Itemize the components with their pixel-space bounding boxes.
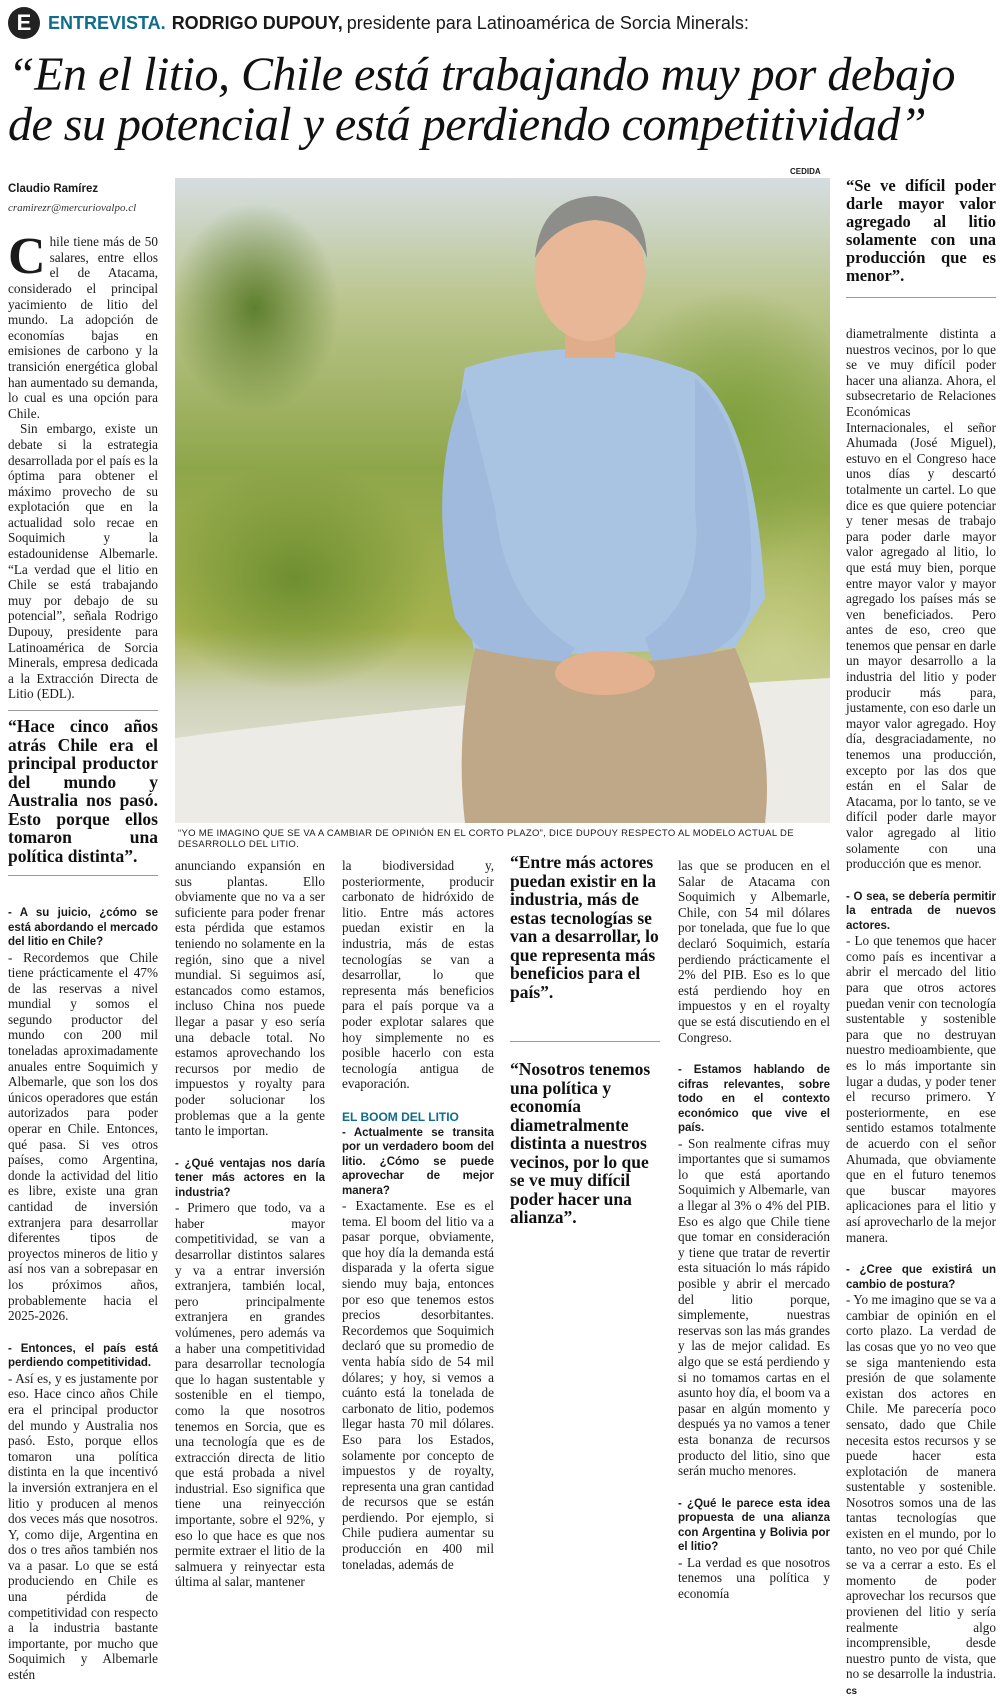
question: - Entonces, el país está perdiendo competitividad. [8,1342,158,1370]
answer: - Exactamente. Ese es el tema. El boom del litio va a pasar porque, obviamente, que hoy día la demanda está disparada y la oferta sigue siendo muy baja, entonces por eso que tenemos estos precios desorbitantes. Recordemos que Soquimich declaró que su promedio de venta había sido de 54 mil dólares; y hoy, si vemos a cuánto está la tonelada de carbonato de litio, podemos llegar hasta 70 mil dólares. Eso para los Estados, solamente por concepto de impuestos y de royalty, representa una gran cantidad de recursos que se están perdiendo. Por ejemplo, si Chile pudiera aumentar su producción en 400 mil toneladas, además de [342,1198,494,1572]
byline-email: cramirezr@mercuriovalpo.cl [8,201,137,214]
person-illustration [175,178,830,823]
question: - ¿Cree que existirá un cambio de postura? [846,1264,996,1291]
answer: - Son realmente cifras muy importantes que si sumamos lo que está aportando Soquimich y Albemarle, van a llegar al 3% o 4% del PIB. Eso es algo que Chile tiene que tomar en consideración y tiene que tratar de revertir esta situación lo más rápido posible y abrir el mercado del litio porque, simplemente, nuestras reservas son las más grandes y las de mejor calidad. Es algo que se está perdiendo y si no tomamos cartas en el asunto hoy día, el boom va a pasar en algún momento y después ya no vamos a tener esta bonanza de recursos producto del litio, sino que serán mucho menores. [678,1135,830,1479]
photo-caption: “YO ME IMAGINO QUE SE VA A CAMBIAR DE OPINIÓN EN EL CORTO PLAZO”, DICE DUPOUY RESPECTO AL MODELO ACTUAL DE DESARROLLO DEL LITIO. [178,828,794,850]
answer: la biodiversidad y, posteriormente, producir carbonato de hidróxido de litio. Entre más actores puedan existir en la industria, más de estas tecnologías se van a desarrollar, lo que representa más beneficios para el país porque va a poder explotar salares que hoy simplemente no es posible hacerlo con esta tecnología antigua de evaporación. [342,858,494,1092]
answer: diametralmente distinta a nuestros vecinos, por lo que se ve muy difícil poder hacer una alianza. Ahora, el subsecretario de Relaciones Económicas Internacionales, el señor Ahumada (José Miguel), estuvo en el Congreso hace unos días y descartó totalmente un cartel. Lo que dice es que quiere potenciar y tener mesas de trabajo para poder darle mayor valor agregado al litio, lo que está muy bien, porque entre mayor valor y mayor agregado los países más se ven beneficiados. Pero antes de eso, creo que tenemos que pensar en darle un mayor desarrollo a la industria del litio y poder producir más para, justamente, con eso darle un mayor valor agregado. Hoy día, desgraciadamente, no tenemos una producción, excepto por las dos que están en el Salar de Atacama, por lo tanto, se ve difícil poder darle mayor valor agregado al litio solamente con una producción que es menor. [846,326,996,872]
column-6 [846,177,996,1700]
drop-cap: C [8,228,46,286]
interviewee-photo [175,178,830,823]
column-4 [510,853,660,1227]
section-badge: E [8,7,40,39]
interviewee-name: RODRIGO DUPOUY, [171,12,343,33]
answer: - Recordemos que Chile tiene prácticamente el 47% de las reservas a nivel mundial y somos el segundo productor del mundo con 200 mil toneladas aproximadamente anuales entre Soquimich y Albemarle, que son los dos únicos operadores que están autorizados para poder operar en Chile. Entonces, qué pasa. Si ves otros países, como Argentina, donde la actividad del litio es libre, existe una gran cantidad de inversión extranjera para desarrollar diferentes tipos de proyectos mineros de litio y así nos van a sobrepasar en los próximos años, probablemente hacia el 2025-2026. [8,949,158,1324]
pull-quote: “Entre más actores puedan existir en la industria, más de estas tecnologías se van a desarrollar, lo que representa más beneficios para el país”. [510,852,659,1002]
section-label: ENTREVISTA. [48,12,166,33]
pull-quote: “Hace cinco años atrás Chile era el principal productor del mundo y Australia nos pasó. Esto porque ellos tomaron una política distinta”. [8,716,158,866]
column-3 [342,858,494,1572]
interviewee-role: presidente para Latinoamérica de Sorcia Minerals: [346,12,749,33]
subheading: EL BOOM DEL LITIO [342,1109,459,1124]
answer: - Así es, y es justamente por eso. Hace cinco años Chile era el principal productor del mundo y Australia nos pasó. Esto, porque ellos tomaron una política distinta en la que incentivó la inversión extranjera en el litio y producen al menos dos veces más que nosotros. Y, como dije, Argentina en dos o tres años también nos va a pasar. Lo que se está produciendo en Chile es una pérdida de competitividad con respecto a la industria bastante importante, por mucho que Soquimich y Albemarle estén [8,1370,158,1683]
answer: - La verdad es que nosotros tenemos una política y economía [678,1554,830,1601]
question: - O sea, se debería permitir la entrada de nuevos actores. [846,890,996,932]
question: - ¿Qué le parece esta idea propuesta de una alianza con Argentina y Bolivia por el litio? [678,1497,830,1554]
question: - Estamos hablando de cifras relevantes, sobre todo en el contexto económico que vive el país. [678,1064,830,1135]
answer: - Lo que tenemos que hacer como país es incentivar a abrir el mercado del litio para que otros actores puedan venir con tecnología sustentable y sostenible para que no destruyan nuestro medioambiente, que es lo más importante sin lugar a dudas, y poder tener el recurso primero. Y posteriormente, en ese sentido estamos totalmente de acuerdo con el señor Ahumada, que obviamente que en el futuro tenemos que buscar mayores aplicaciones para el litio y así aprovecharlo de la mejor manera. [846,933,996,1245]
column-2 [175,858,325,1590]
pull-quote: “Se ve difícil poder darle mayor valor agregado al litio solamente con una producción que es menor”. [846,176,996,285]
intro-paragraph: Chile tiene más de 50 salares, entre ellos el de Atacama, considerado el principal yacimiento de litio del mundo. La adopción de economías bajas en emisiones de carbono y la transición energética global han aumentado su demanda, lo cual es una opción para Chile. [8,228,158,421]
question: - ¿Qué ventajas nos daría tener más actores en la industria? [175,1157,325,1199]
byline-author: Claudio Ramírez [8,183,99,195]
answer: anunciando expansión en sus plantas. Ello obviamente que no va a ser suficiente para poder frenar esta pérdida que estamos teniendo no solamente en la región, sino que a nivel mundial. Si seguimos así, estancados como estamos, incluso China nos puede llegar a pasar y eso sería una debacle total. No estamos aprovechando los recursos por medio de impuestos y royalty para poder solucionar los problemas que a la gente tanto le importan. [175,858,325,1139]
pull-quote: “Nosotros tenemos una política y economía diametralmente distinta a nuestros vecinos, por lo que se ve muy difícil poder hacer una alianza”. [510,1059,651,1227]
answer: las que se producen en el Salar de Atacama con Soquimich y Albemarle, Chile, con 54 mil dólares por tonelada, que fue lo que declaró Soquimich, estaría perdiendo prácticamente el 2% del PIB. Eso es lo que está perdiendo hoy en impuestos y en el royalty que se está discutiendo en el Congreso. [678,858,830,1045]
question: - A su juicio, ¿cómo se está abordando el mercado del litio en Chile? [8,907,158,948]
answer: - Yo me imagino que se va a cambiar de opinión en el corto plazo. La verdad de las cosas que yo no veo que se siga manteniendo esta presión de que solamente existan dos actores en Chile. Me parecería poco sensato, dado que Chile necesita estos recursos y se puede hacer esta explotación de manera sustentable y sostenible. Nosotros somos una de las tantas tecnologías que existen en el mundo, por lo tanto, no veo por qué Chile se va a cerrar a esto. Es el momento de poder aprovechar los recursos que provienen del litio y sería realmente algo incomprensible, desde nuestro punto de vista, que no se desarrolle la industria. cs [846,1292,996,1697]
end-mark: cs [846,1686,858,1697]
section-header [8,6,993,40]
paragraph: Sin embargo, existe un debate si la estrategia desarrollada por el país es la óptima para obtener el máximo provecho de su explotación que en la actualidad solo recae en Soquimich y la estadounidense Albemarle. “La verdad que el litio en Chile se está trabajando muy por debajo de su potencial”, señala Rodrigo Dupouy, presidente para Latinoamérica de Sorcia Minerals, empresa dedicada a la Extracción Directa de Litio (EDL). [8,421,158,702]
column-1 [8,182,158,1683]
headline: “En el litio, Chile está trabajando muy por debajo de su potencial y está perdiendo competitividad” [8,48,955,151]
question: - Actualmente se transita por un verdadero boom del litio. ¿Cómo se puede aprovechar de mejor manera? [342,1126,494,1197]
photo-credit: CEDIDA [790,167,821,176]
answer: - Primero que todo, va a haber mayor competitividad, se van a desarrollar distintos salares y va a entrar inversión extranjera, también local, pero principalmente extranjera en grandes volúmenes, pero además va a haber una competitividad para desarrollar tecnología que lo hagan sustentable y sostenible en el tiempo, como la que nosotros tenemos en Sorcia, que es una tecnología que es de extracción directa de litio que está probada a nivel industrial. Eso significa que tiene una reinyección importante, sobre el 92%, y eso lo que hace es que nos permite extraer el litio de la salmuera y reinyectar esta última al salar, mantener [175,1200,325,1590]
